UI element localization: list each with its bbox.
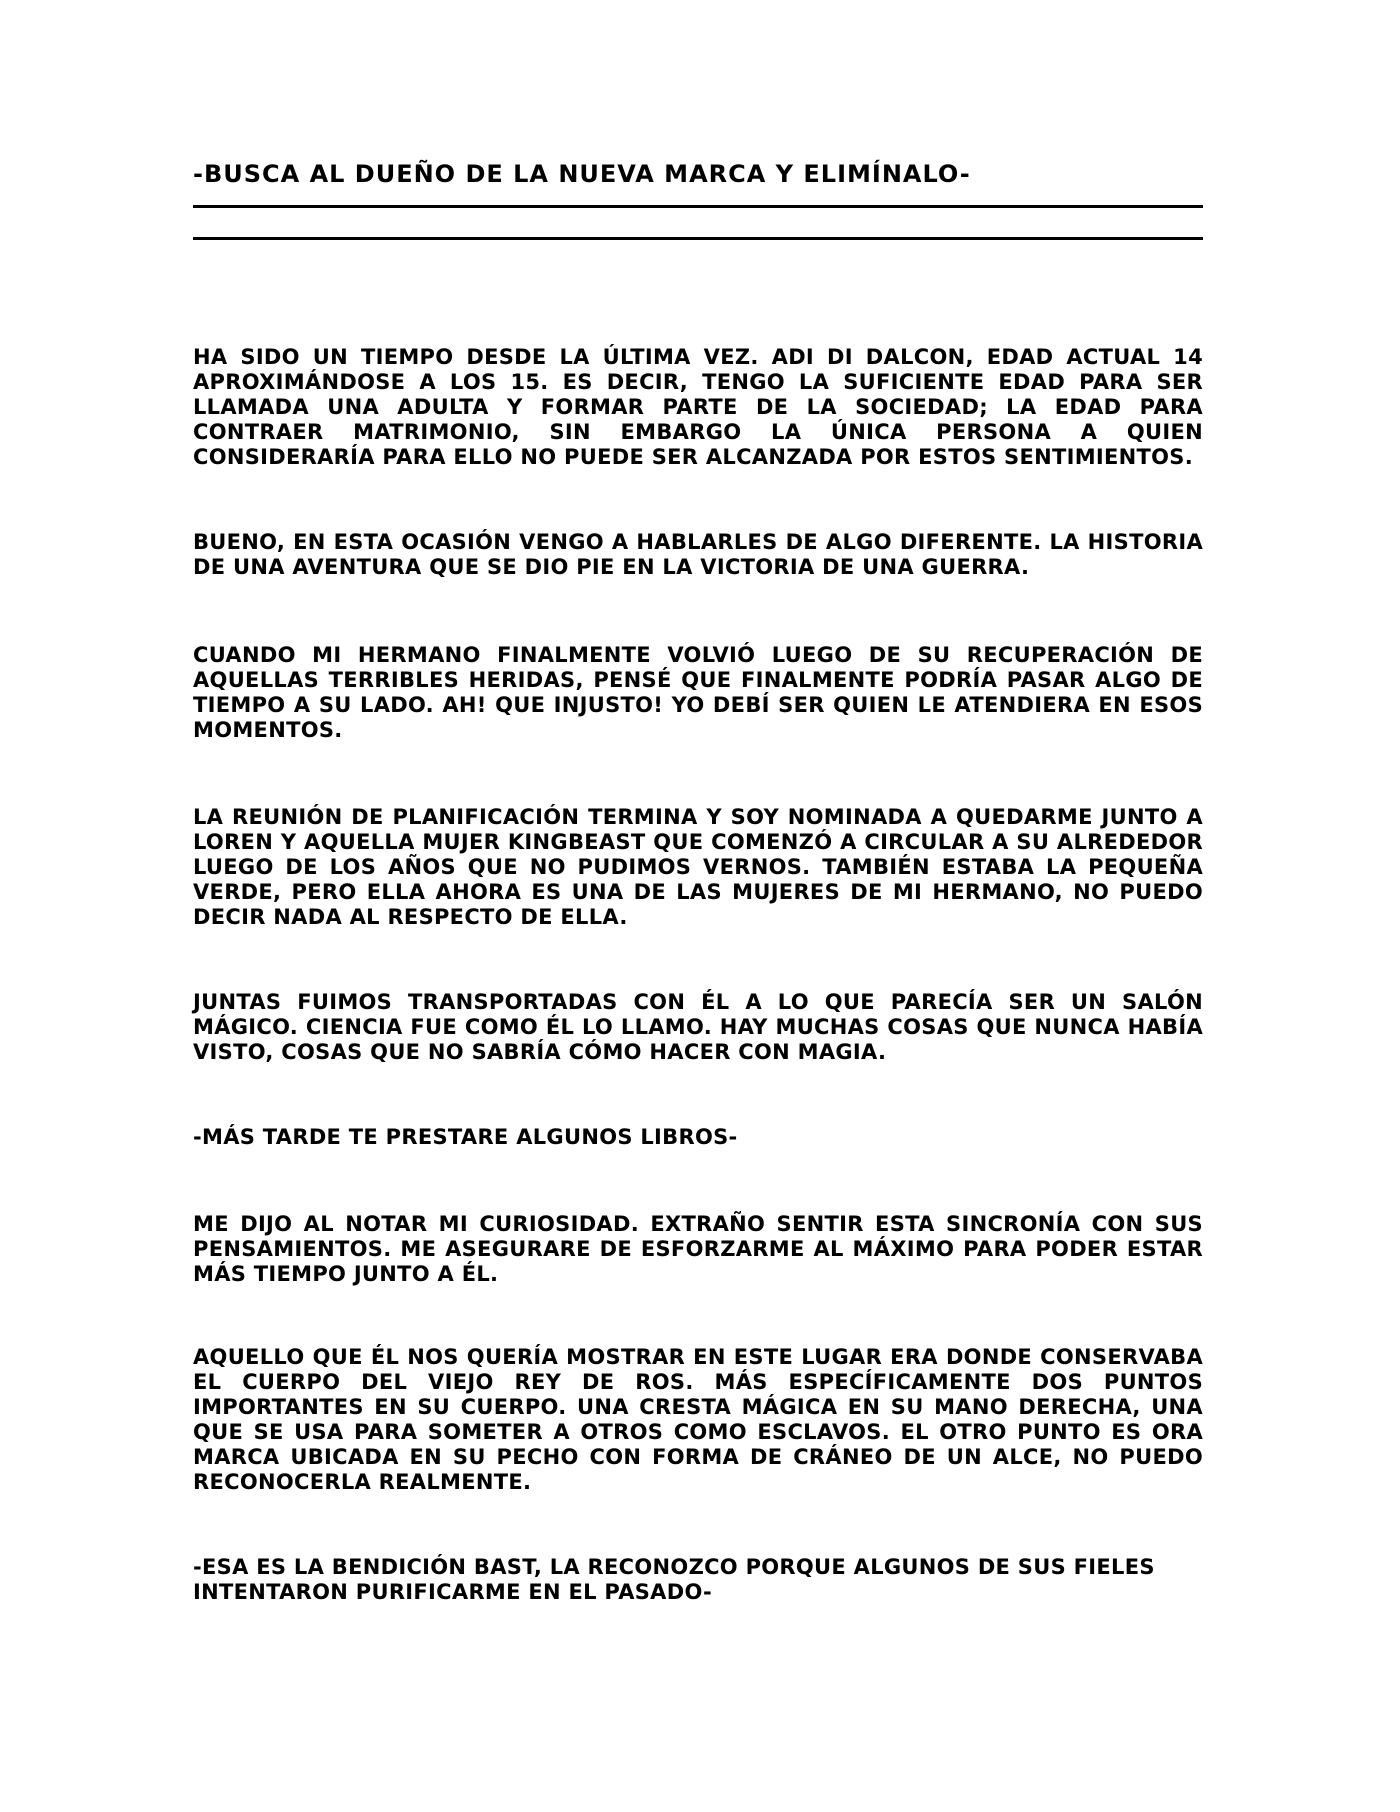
- chapter-heading: -BUSCA AL DUEÑO DE LA NUEVA MARCA Y ELIMÍNALO-: [193, 160, 971, 188]
- heading-rule-bottom: [193, 237, 1203, 240]
- paragraph-7: AQUELLO QUE ÉL NOS QUERÍA MOSTRAR EN ESTE LUGAR ERA DONDE CONSERVABA EL CUERPO DEL VIEJO REY DE ROS. MÁS ESPECÍFICAMENTE DOS PUNTOS IMPORTANTES EN SU CUERPO. UNA CRESTA MÁGICA EN SU MANO DERECHA, UNA QUE SE USA PARA SOMETER A OTROS COMO ESCLAVOS. EL OTRO PUNTO ES ORA MARCA UBICADA EN SU PECHO CON FORMA DE CRÁNEO DE UN ALCE, NO PUEDO RECONOCERLA REALMENTE.: [193, 1345, 1203, 1494]
- paragraph-6: ME DIJO AL NOTAR MI CURIOSIDAD. EXTRAÑO SENTIR ESTA SINCRONÍA CON SUS PENSAMIENTOS. ME ASEGURARE DE ESFORZARME AL MÁXIMO PARA PODER ESTAR MÁS TIEMPO JUNTO A ÉL.: [193, 1212, 1203, 1286]
- dialogue-line-1: -MÁS TARDE TE PRESTARE ALGUNOS LIBROS-: [193, 1125, 738, 1149]
- paragraph-3: CUANDO MI HERMANO FINALMENTE VOLVIÓ LUEGO DE SU RECUPERACIÓN DE AQUELLAS TERRIBLES HERIDAS, PENSÉ QUE FINALMENTE PODRÍA PASAR ALGO DE TIEMPO A SU LADO. AH! QUE INJUSTO! YO DEBÍ SER QUIEN LE ATENDIERA EN ESOS MOMENTOS.: [193, 643, 1203, 742]
- heading-rule-top: [193, 205, 1203, 208]
- dialogue-line-2: -ESA ES LA BENDICIÓN BAST, LA RECONOZCO PORQUE ALGUNOS DE SUS FIELES INTENTARON PURIFICARME EN EL PASADO-: [193, 1555, 1155, 1604]
- paragraph-4: LA REUNIÓN DE PLANIFICACIÓN TERMINA Y SOY NOMINADA A QUEDARME JUNTO A LOREN Y AQUELLA MUJER KINGBEAST QUE COMENZÓ A CIRCULAR A SU ALREDEDOR LUEGO DE LOS AÑOS QUE NO PUDIMOS VERNOS. TAMBIÉN ESTABA LA PEQUEÑA VERDE, PERO ELLA AHORA ES UNA DE LAS MUJERES DE MI HERMANO, NO PUEDO DECIR NADA AL RESPECTO DE ELLA.: [193, 805, 1203, 929]
- paragraph-2: BUENO, EN ESTA OCASIÓN VENGO A HABLARLES DE ALGO DIFERENTE. LA HISTORIA DE UNA AVENTURA QUE SE DIO PIE EN LA VICTORIA DE UNA GUERRA.: [193, 530, 1203, 579]
- paragraph-5: JUNTAS FUIMOS TRANSPORTADAS CON ÉL A LO QUE PARECÍA SER UN SALÓN MÁGICO. CIENCIA FUE COMO ÉL LO LLAMO. HAY MUCHAS COSAS QUE NUNCA HABÍA VISTO, COSAS QUE NO SABRÍA CÓMO HACER CON MAGIA.: [193, 990, 1203, 1064]
- paragraph-1: HA SIDO UN TIEMPO DESDE LA ÚLTIMA VEZ. ADI DI DALCON, EDAD ACTUAL 14 APROXIMÁNDOSE A LOS 15. ES DECIR, TENGO LA SUFICIENTE EDAD PARA SER LLAMADA UNA ADULTA Y FORMAR PARTE DE LA SOCIEDAD; LA EDAD PARA CONTRAER MATRIMONIO, SIN EMBARGO LA ÚNICA PERSONA A QUIEN CONSIDERARÍA PARA ELLO NO PUEDE SER ALCANZADA POR ESTOS SENTIMIENTOS.: [193, 345, 1203, 469]
